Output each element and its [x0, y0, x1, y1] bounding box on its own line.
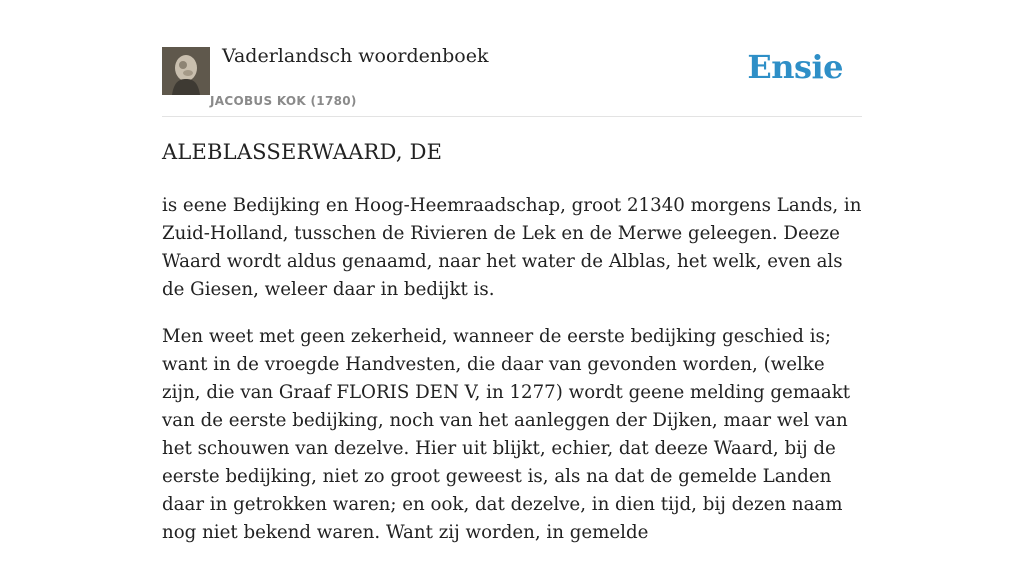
brand-logo[interactable]: Ensie	[747, 48, 843, 86]
book-title[interactable]: Vaderlandsch woordenboek	[222, 45, 489, 67]
author-name[interactable]: JACOBUS KOK (1780)	[210, 94, 357, 108]
page	[162, 0, 862, 543]
author-avatar[interactable]	[162, 47, 210, 95]
entry-content	[162, 192, 862, 566]
entry-paragraph: Men weet met geen zekerheid, wanneer de eerste bedijking geschied is; want in de vroegde Handvesten, die daar van gevonden worden, (welke zijn, die van Graaf FLORIS DEN V, in 1277) wordt geene melding gemaakt van de eerste bedijking, noch van het aanleggen der Dijken, maar wel van het schouwen van dezelve. Hier uit blijkt, echier, dat deeze Waard, bij de eerste bedijking, niet zo groot geweest is, als na dat de gemelde Landen daar in getrokken waren; en ook, dat dezelve, in dien tijd, bij dezen naam nog niet bekend waren. Want zij worden, in gemelde	[162, 326, 851, 543]
portrait-image	[162, 47, 210, 95]
entry-paragraph: is eene Bedijking en Hoog-Heemraadschap, groot 21340 morgens Lands, in Zuid-Holland, tusschen de Rivieren de Lek en de Merwe geleegen. Deeze Waard wordt aldus genaamd, naar het water de Alblas, het welk, even als de Giesen, weleer daar in bedijkt is.	[162, 195, 862, 300]
header	[162, 0, 862, 117]
entry-title: ALEBLASSERWAARD, DE	[162, 140, 443, 164]
